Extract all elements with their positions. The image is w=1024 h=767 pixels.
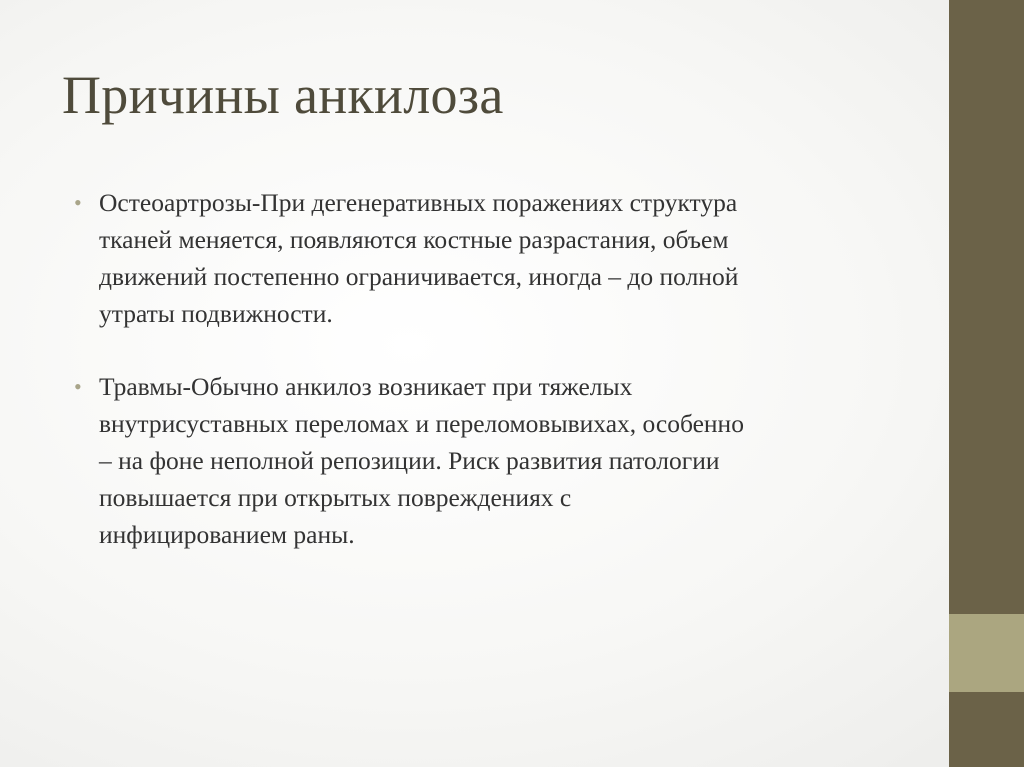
- bullet-item-trauma: [74, 368, 899, 553]
- bullet-text: Остеоартрозы-При дегенеративных поражениях структура тканей меняется, появляются костные разрастания, объем движений постепенно ограничивается, иногда – до полной утраты подвижности.: [99, 188, 739, 328]
- bullet-text: Травмы-Обычно анкилоз возникает при тяжелых внутрисуставных переломах и переломовывихах, особенно – на фоне неполной репозиции. Риск развития патологии повышается при открытых повреждениях с инфицированием раны.: [99, 372, 744, 549]
- bullet-icon: •: [74, 374, 82, 399]
- sidebar-accent-block: [949, 614, 1024, 692]
- slide-title: Причины анкилоза: [62, 65, 504, 125]
- bullet-item-osteoarthrosis: [74, 184, 899, 332]
- bullet-icon: •: [74, 190, 82, 215]
- bullet-list: [74, 184, 899, 589]
